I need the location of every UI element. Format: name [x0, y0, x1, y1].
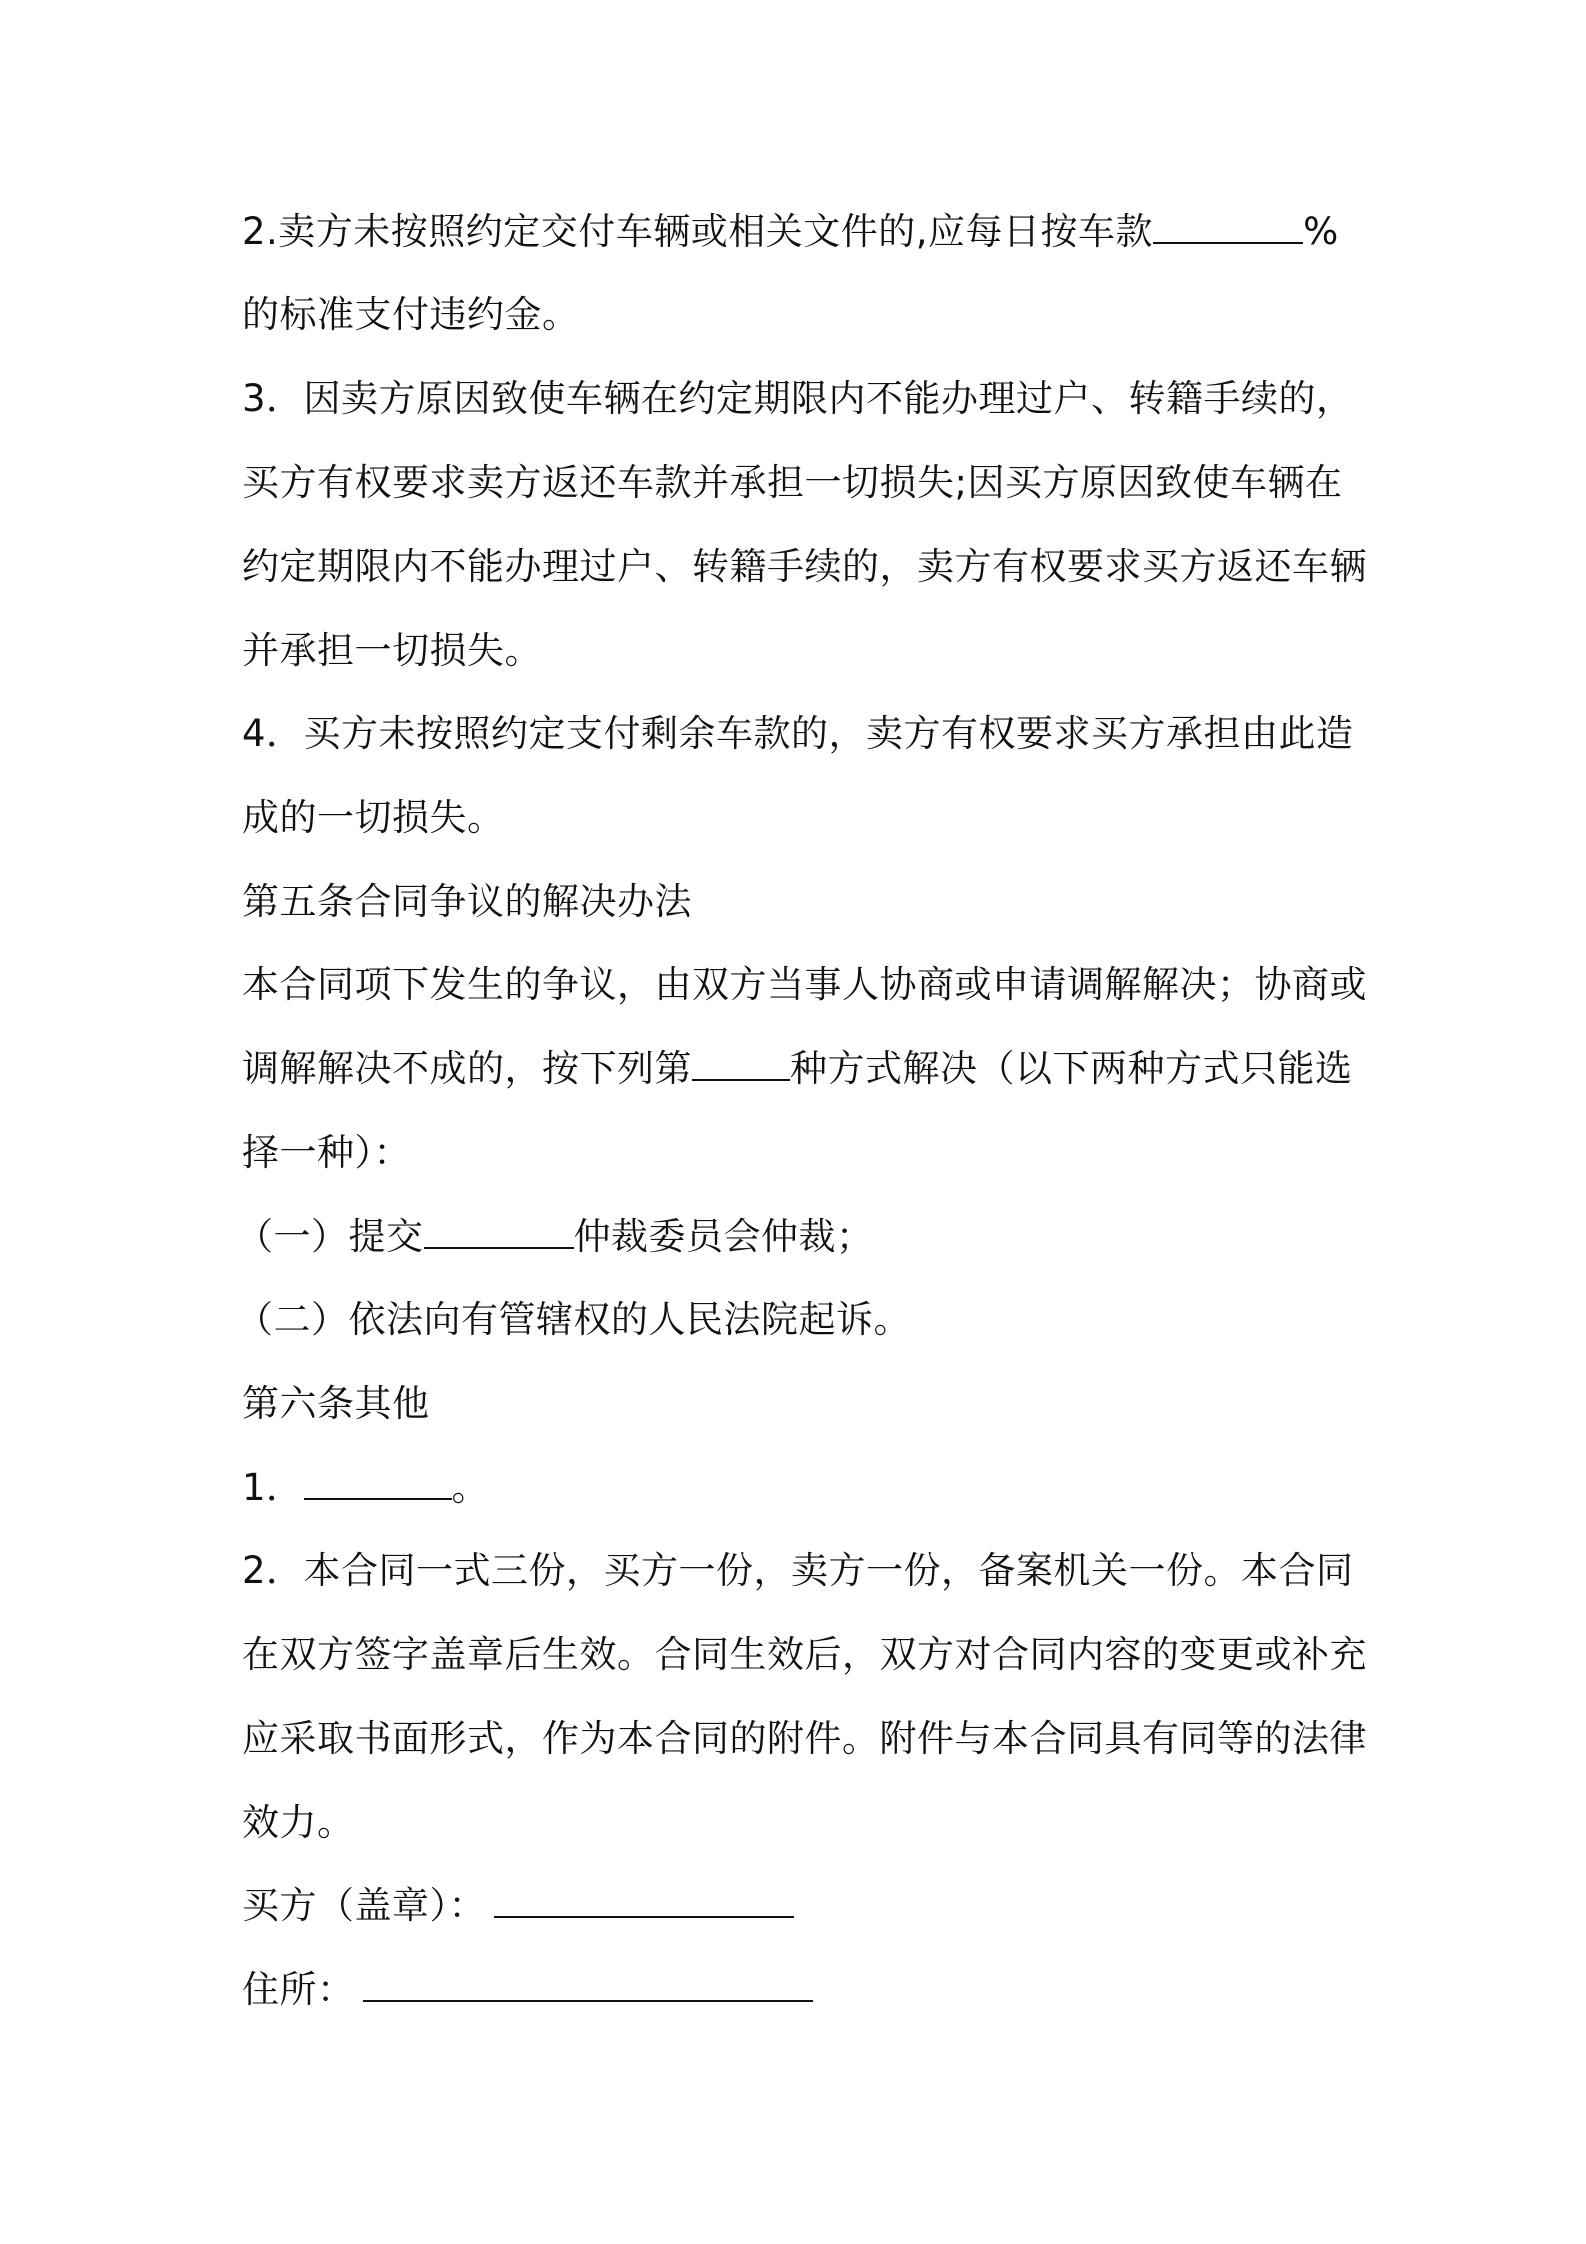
dispute-method-blank: [692, 1041, 790, 1081]
clause-4-item-4: 4．买方未按照约定支付剩余车款的，卖方有权要求买方承担由此造: [242, 712, 1354, 755]
clause-4-item-3-cont-2: 约定期限内不能办理过户、转籍手续的，卖方有权要求买方返还车辆: [242, 545, 1367, 588]
address-line: [242, 1962, 813, 2018]
clause-4-item-2-text: 2.卖方未按照约定交付车辆或相关文件的,应每日按车款: [242, 210, 1154, 253]
buyer-seal-label: 买方（盖章）：: [242, 1884, 486, 1927]
arbitration-blank: [424, 1209, 574, 1249]
section-6-item-2-cont-2: 应采取书面形式，作为本合同的附件。附件与本合同具有同等的法律: [242, 1717, 1367, 1760]
section-5-para-1: 本合同项下发生的争议，由双方当事人协商或申请调解解决；协商或: [242, 963, 1367, 1006]
penalty-rate-blank: [1153, 204, 1303, 244]
section-6-heading: 第六条其他: [242, 1382, 430, 1425]
section-5-para-2-a: 调解解决不成的，按下列第: [242, 1047, 692, 1090]
section-6-item-1-num: 1．: [242, 1466, 304, 1509]
clause-4-item-3: 3．因卖方原因致使车辆在约定期限内不能办理过户、转籍手续的，: [242, 377, 1354, 420]
percent-sign: %: [1303, 210, 1339, 253]
section-6-item-2-cont-3: 效力。: [242, 1801, 355, 1844]
option-1-b: 仲裁委员会仲裁；: [573, 1215, 874, 1258]
section-6-item-2-cont-1: 在双方签字盖章后生效。合同生效后，双方对合同内容的变更或补充: [242, 1633, 1367, 1676]
section-6-item-2: 2．本合同一式三份，买方一份，卖方一份，备案机关一份。本合同: [242, 1549, 1354, 1592]
section-6-item-1: [242, 1460, 489, 1516]
clause-4-item-4-cont: 成的一切损失。: [242, 796, 505, 839]
section-5-para-3: 择一种）：: [242, 1131, 411, 1174]
buyer-seal-line: [242, 1878, 794, 1934]
section-5-heading: 第五条合同争议的解决办法: [242, 880, 692, 923]
section-6-item-1-end: 。: [451, 1466, 490, 1509]
buyer-seal-blank: [494, 1878, 794, 1918]
section-5-para-2: [242, 1041, 1353, 1097]
address-label: 住所：: [242, 1968, 355, 2011]
option-1-a: （一）提交: [236, 1215, 424, 1258]
clause-4-item-3-cont-1: 买方有权要求卖方返还车款并承担一切损失;因买方原因致使车辆在: [242, 461, 1343, 504]
clause-4-item-3-cont-3: 并承担一切损失。: [242, 629, 542, 672]
option-1: [236, 1209, 874, 1265]
section-5-para-2-b: 种方式解决（以下两种方式只能选: [790, 1047, 1353, 1090]
option-2: （二）依法向有管辖权的人民法院起诉。: [236, 1298, 911, 1341]
other-terms-blank: [304, 1460, 452, 1500]
clause-4-item-2-cont: 的标准支付违约金。: [242, 293, 580, 336]
address-blank: [363, 1962, 813, 2002]
clause-4-item-2: [242, 204, 1339, 260]
